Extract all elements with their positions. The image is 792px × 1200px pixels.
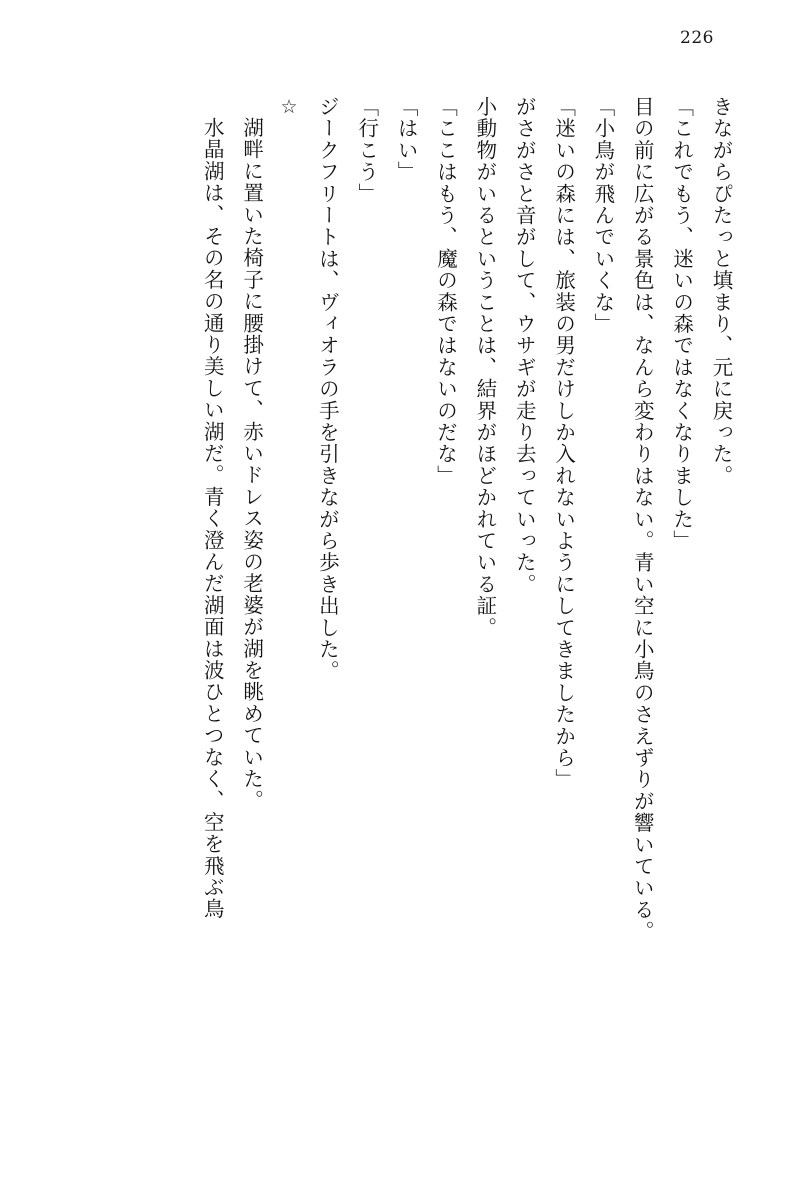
paragraph: 「行こう」 xyxy=(354,96,379,205)
vertical-text-body xyxy=(46,96,740,1162)
paragraph: 「迷いの森には、旅装の男だけしか入れないようにしてきましたから」 xyxy=(551,96,576,791)
paragraph: 「はい」 xyxy=(394,96,419,183)
paragraph: 「ここはもう、魔の森ではないのだな」 xyxy=(433,96,458,487)
scene-separator xyxy=(271,96,307,1162)
paragraph: 「これでもう、迷いの森ではなくなりました」 xyxy=(669,96,694,552)
paragraph: 「小鳥が飛んでいくな」 xyxy=(590,96,615,335)
paragraph: ジークフリートは、ヴィオラの手を引きながら歩き出した。 xyxy=(315,96,340,682)
star-icon: ☆ xyxy=(278,96,301,120)
paragraph: きながらぴたっと填まり、元に戻った。 xyxy=(709,96,733,487)
page-number: 226 xyxy=(680,28,714,48)
paragraph: 小動物がいるということは、結界がほどかれている証。 xyxy=(472,96,497,639)
paragraph: 目の前に広がる景色は、なんら変わりはない。青い空に小鳥のさえずりが響いている。 xyxy=(630,96,655,943)
paragraph: 水晶湖は、その名の通り美しい湖だ。青く澄んだ湖面は波ひとつなく、空を飛ぶ鳥 xyxy=(200,116,225,920)
paragraph: がさがさと音がして、ウサギが走り去っていった。 xyxy=(512,96,537,596)
paragraph: 湖畔に置いた椅子に腰掛けて、赤いドレス姿の老婆が湖を眺めていた。 xyxy=(239,116,264,811)
